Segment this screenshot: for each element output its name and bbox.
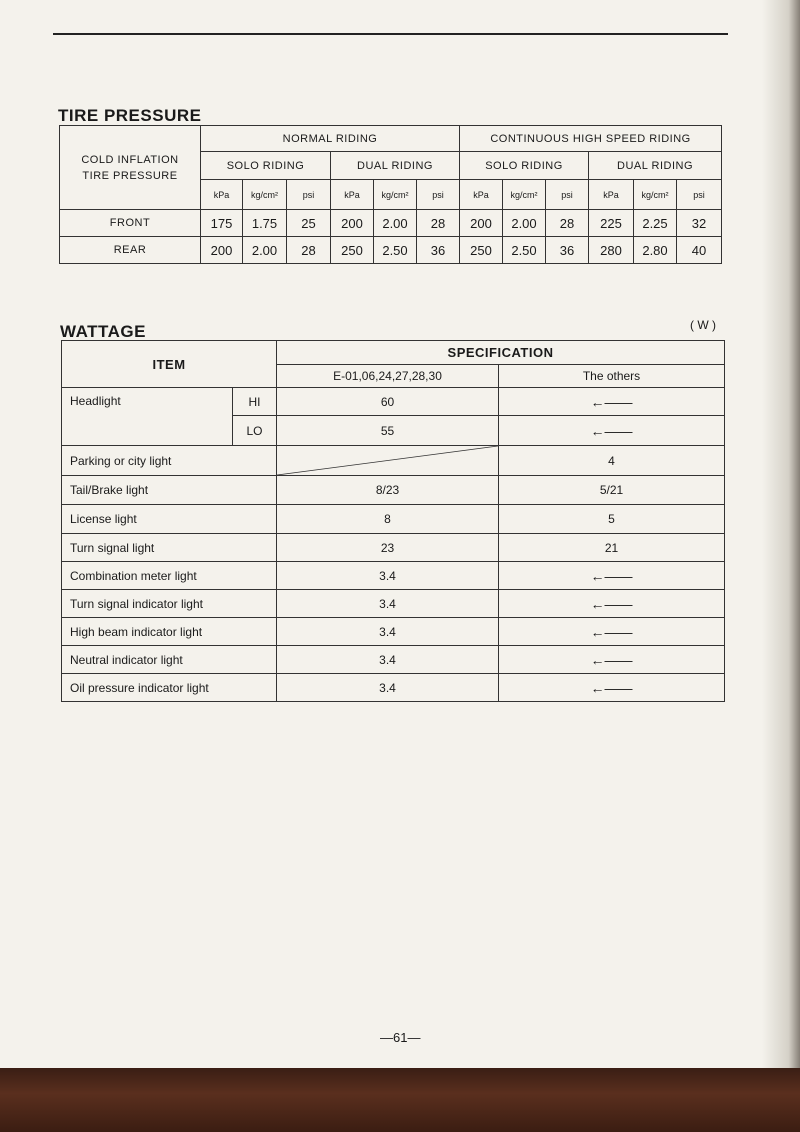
item-label: Turn signal light: [62, 534, 277, 562]
pressure-value: 250: [331, 237, 374, 264]
binding-shadow: [762, 0, 800, 1070]
item-label: Tail/Brake light: [62, 476, 277, 505]
wattage-value: 3.4: [277, 562, 499, 590]
unit-header: kPa: [589, 180, 634, 210]
wattage-value: 21: [499, 534, 725, 562]
same-as-left-arrow-icon: ←——: [499, 618, 725, 646]
pressure-value: 280: [589, 237, 634, 264]
table-row: [62, 562, 725, 590]
pressure-value: 200: [460, 210, 503, 237]
unit-header: psi: [546, 180, 589, 210]
normal-riding-header: NORMAL RIDING: [201, 126, 460, 152]
pressure-value: 225: [589, 210, 634, 237]
pressure-value: 2.00: [374, 210, 417, 237]
pressure-value: 2.50: [374, 237, 417, 264]
pressure-value: 175: [201, 210, 243, 237]
pressure-value: 28: [417, 210, 460, 237]
table-row: [62, 646, 725, 674]
pressure-value: 2.00: [503, 210, 546, 237]
wattage-value: 3.4: [277, 618, 499, 646]
same-as-left-arrow-icon: ←——: [499, 674, 725, 702]
item-header: ITEM: [62, 341, 277, 388]
unit-header: kg/cm²: [243, 180, 287, 210]
table-row: [60, 237, 722, 264]
headlight-label: Headlight: [62, 388, 233, 446]
tire-pressure-title: TIRE PRESSURE: [58, 106, 202, 125]
item-label: Oil pressure indicator light: [62, 674, 277, 702]
diagonal-line-icon: [277, 446, 498, 475]
wattage-value: 3.4: [277, 590, 499, 618]
headlight-hi-label: HI: [233, 388, 277, 416]
wattage-unit: ( W ): [690, 318, 716, 332]
pressure-value: 2.80: [634, 237, 677, 264]
normal-solo-header: SOLO RIDING: [201, 152, 331, 180]
same-as-left-arrow-icon: ←——: [499, 562, 725, 590]
pressure-value: 250: [460, 237, 503, 264]
pressure-value: 36: [546, 237, 589, 264]
specification-header: SPECIFICATION: [277, 341, 725, 365]
high-speed-riding-header: CONTINUOUS HIGH SPEED RIDING: [460, 126, 722, 152]
item-label: Turn signal indicator light: [62, 590, 277, 618]
unit-header: kPa: [331, 180, 374, 210]
unit-header: kg/cm²: [374, 180, 417, 210]
table-row: [62, 590, 725, 618]
table-row: [60, 210, 722, 237]
cold-inflation-header: [60, 126, 201, 210]
header-rule: [53, 33, 728, 35]
high-speed-solo-header: SOLO RIDING: [460, 152, 589, 180]
not-applicable-cell: [277, 446, 499, 476]
table-row: [62, 476, 725, 505]
normal-dual-header: DUAL RIDING: [331, 152, 460, 180]
item-label: Combination meter light: [62, 562, 277, 590]
same-as-left-arrow-icon: ←——: [499, 416, 725, 446]
wattage-value: 5: [499, 505, 725, 534]
wattage-value: 3.4: [277, 646, 499, 674]
cold-inflation-label: COLD INFLATION TIRE PRESSURE: [81, 153, 179, 182]
headlight-lo-label: LO: [233, 416, 277, 446]
wattage-value: 60: [277, 388, 499, 416]
pressure-value: 40: [677, 237, 722, 264]
wattage-value: 8: [277, 505, 499, 534]
pressure-value: 25: [287, 210, 331, 237]
item-label: License light: [62, 505, 277, 534]
same-as-left-arrow-icon: ←——: [499, 590, 725, 618]
item-label: Parking or city light: [62, 446, 277, 476]
unit-header: kPa: [201, 180, 243, 210]
wattage-table: [61, 340, 725, 702]
unit-header: psi: [287, 180, 331, 210]
scan-background: [0, 1068, 800, 1132]
pressure-value: 28: [287, 237, 331, 264]
wattage-value: 23: [277, 534, 499, 562]
table-row: [62, 505, 725, 534]
table-row: [62, 674, 725, 702]
front-label: FRONT: [60, 210, 201, 237]
other-regions-header: The others: [499, 365, 725, 388]
pressure-value: 36: [417, 237, 460, 264]
wattage-value: 4: [499, 446, 725, 476]
wattage-value: 3.4: [277, 674, 499, 702]
unit-header: kg/cm²: [503, 180, 546, 210]
table-row: [62, 618, 725, 646]
pressure-value: 2.00: [243, 237, 287, 264]
same-as-left-arrow-icon: ←——: [499, 646, 725, 674]
pressure-value: 1.75: [243, 210, 287, 237]
wattage-value: 55: [277, 416, 499, 446]
unit-header: kg/cm²: [634, 180, 677, 210]
table-row: [62, 446, 725, 476]
rear-label: REAR: [60, 237, 201, 264]
unit-header: kPa: [460, 180, 503, 210]
region-e-header: E-01,06,24,27,28,30: [277, 365, 499, 388]
same-as-left-arrow-icon: ←——: [499, 388, 725, 416]
tire-pressure-table: [59, 125, 722, 264]
wattage-value: 8/23: [277, 476, 499, 505]
wattage-value: 5/21: [499, 476, 725, 505]
page-number: —61—: [380, 1030, 421, 1045]
unit-header: psi: [677, 180, 722, 210]
table-row: [62, 534, 725, 562]
pressure-value: 200: [331, 210, 374, 237]
pressure-value: 32: [677, 210, 722, 237]
unit-header: psi: [417, 180, 460, 210]
pressure-value: 200: [201, 237, 243, 264]
pressure-value: 2.50: [503, 237, 546, 264]
item-label: High beam indicator light: [62, 618, 277, 646]
high-speed-dual-header: DUAL RIDING: [589, 152, 722, 180]
wattage-title: WATTAGE: [60, 322, 146, 341]
item-label: Neutral indicator light: [62, 646, 277, 674]
pressure-value: 28: [546, 210, 589, 237]
table-row: [62, 388, 725, 416]
pressure-value: 2.25: [634, 210, 677, 237]
